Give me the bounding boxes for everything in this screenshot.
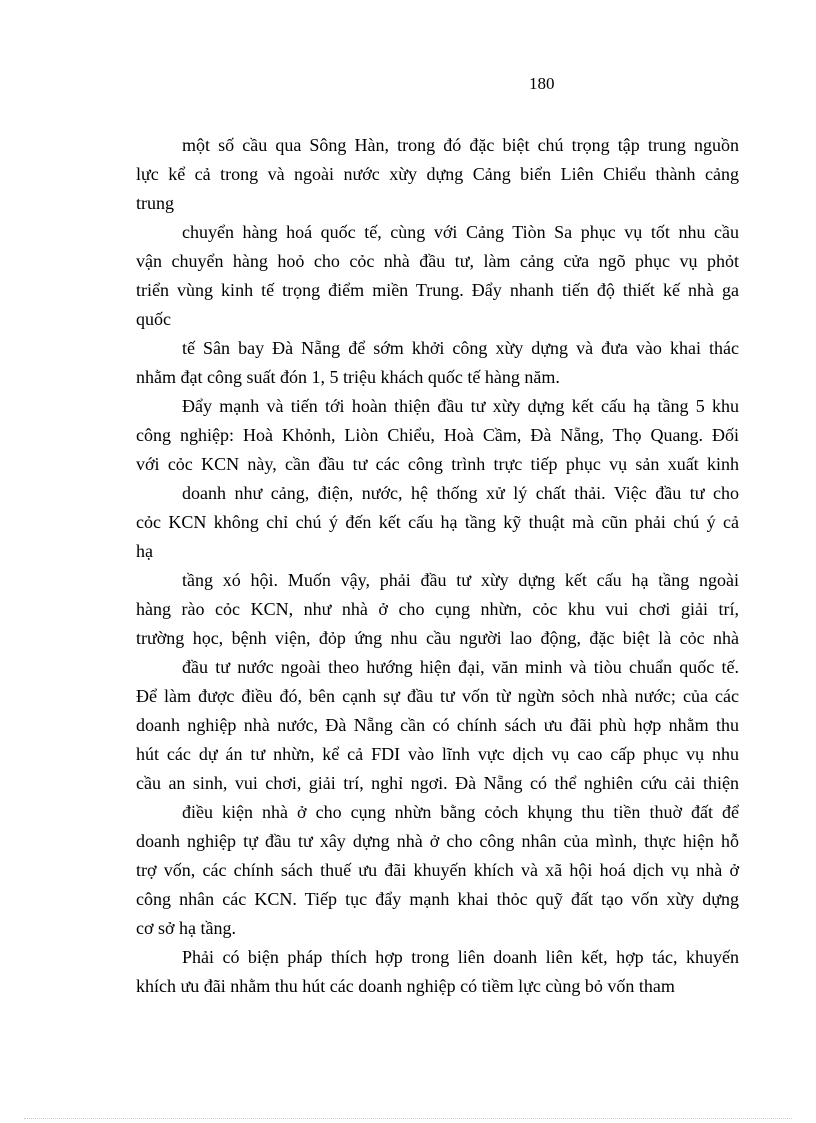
text-line: công nhân các KCN. Tiếp tục đẩy mạnh khai thỏc quỹ đất tạo vốn xừy dựng: [136, 889, 739, 909]
text-line: doanh nghiệp nhà nước, Đà Nẵng cần có chính sách ưu đãi phù hợp nhằm thu: [136, 715, 739, 735]
text-line: trường học, bệnh viện, đỏp ứng nhu cầu người lao động, đặc biệt là cỏc nhà: [136, 628, 739, 648]
text-line: doanh nghiệp tự đầu tư xây dựng nhà ở cho công nhân của mình, thực hiện hỗ: [136, 831, 739, 851]
text-line: chuyển hàng hoá quốc tế, cùng với Cảng Tiòn Sa phục vụ tốt nhu cầu: [182, 222, 739, 242]
text-line: điều kiện nhà ở cho cụng nhừn bằng cỏch khụng thu tiền thuờ đất để: [182, 802, 739, 822]
text-line: Đẩy mạnh và tiến tới hoàn thiện đầu tư xừy dựng kết cấu hạ tầng 5 khu: [182, 396, 739, 416]
text-line: khích ưu đãi nhằm thu hút các doanh nghiệp có tiềm lực cùng bỏ vốn tham: [136, 976, 675, 996]
text-line: cỏc KCN không chỉ chú ý đến kết cấu hạ tầng kỹ thuật mà cũn phải chú ý cả: [136, 512, 739, 532]
text-line: Phải có biện pháp thích hợp trong liên doanh liên kết, hợp tác, khuyến: [182, 947, 739, 967]
body-text: [136, 131, 739, 1001]
text-line: đầu tư nước ngoài theo hướng hiện đại, văn minh và tiòu chuẩn quốc tế.: [182, 657, 739, 677]
text-line: Để làm được điều đó, bên cạnh sự đầu tư vốn từ ngừn sỏch nhà nước; của các: [136, 686, 739, 706]
text-line: doanh như cảng, điện, nước, hệ thống xử lý chất thải. Việc đầu tư cho: [182, 483, 739, 503]
text-line: hàng rào cỏc KCN, như nhà ở cho cụng nhừn, cỏc khu vui chơi giải trí,: [136, 599, 739, 619]
text-line: một số cầu qua Sông Hàn, trong đó đặc biệt chú trọng tập trung nguồn: [182, 135, 739, 155]
text-line: cơ sở hạ tầng.: [136, 918, 237, 938]
text-line: lực kể cả trong và ngoài nước xừy dựng Cảng biển Liên Chiểu thành cảng: [136, 164, 739, 184]
text-line: công nghiệp: Hoà Khỏnh, Liòn Chiểu, Hoà Cầm, Đà Nẵng, Thọ Quang. Đối: [136, 425, 739, 445]
page-number-text: 180: [529, 74, 555, 93]
text-line: hút các dự án tư nhừn, kể cả FDI vào lĩnh vực dịch vụ cao cấp phục vụ nhu: [136, 744, 739, 764]
text-line: tầng xó hội. Muốn vậy, phải đầu tư xừy dựng kết cấu hạ tầng ngoài: [182, 570, 739, 590]
page-bottom-divider: [24, 1118, 792, 1119]
text-line: quốc: [136, 309, 171, 329]
text-line: trung: [136, 193, 174, 213]
text-line: vận chuyển hàng hoỏ cho cỏc nhà đầu tư, làm cảng cửa ngõ phục vụ phỏt: [136, 251, 739, 271]
text-line: nhằm đạt công suất đón 1, 5 triệu khách quốc tế hàng năm.: [136, 367, 560, 387]
text-line: hạ: [136, 541, 153, 561]
text-line: triển vùng kinh tế trọng điểm miền Trung. Đẩy nhanh tiến độ thiết kế nhà ga: [136, 280, 739, 300]
text-line: cầu an sinh, vui chơi, giải trí, nghỉ ngơi. Đà Nẵng có thể nghiên cứu cải thiện: [136, 773, 739, 793]
text-line: với cỏc KCN này, cần đầu tư các công trình trực tiếp phục vụ sản xuất kinh: [136, 454, 739, 474]
text-line: tế Sân bay Đà Nẵng để sớm khởi công xừy dựng và đưa vào khai thác: [182, 338, 739, 358]
text-line: trợ vốn, các chính sách thuế ưu đãi khuyến khích và xã hội hoá dịch vụ nhà ở: [136, 860, 739, 880]
